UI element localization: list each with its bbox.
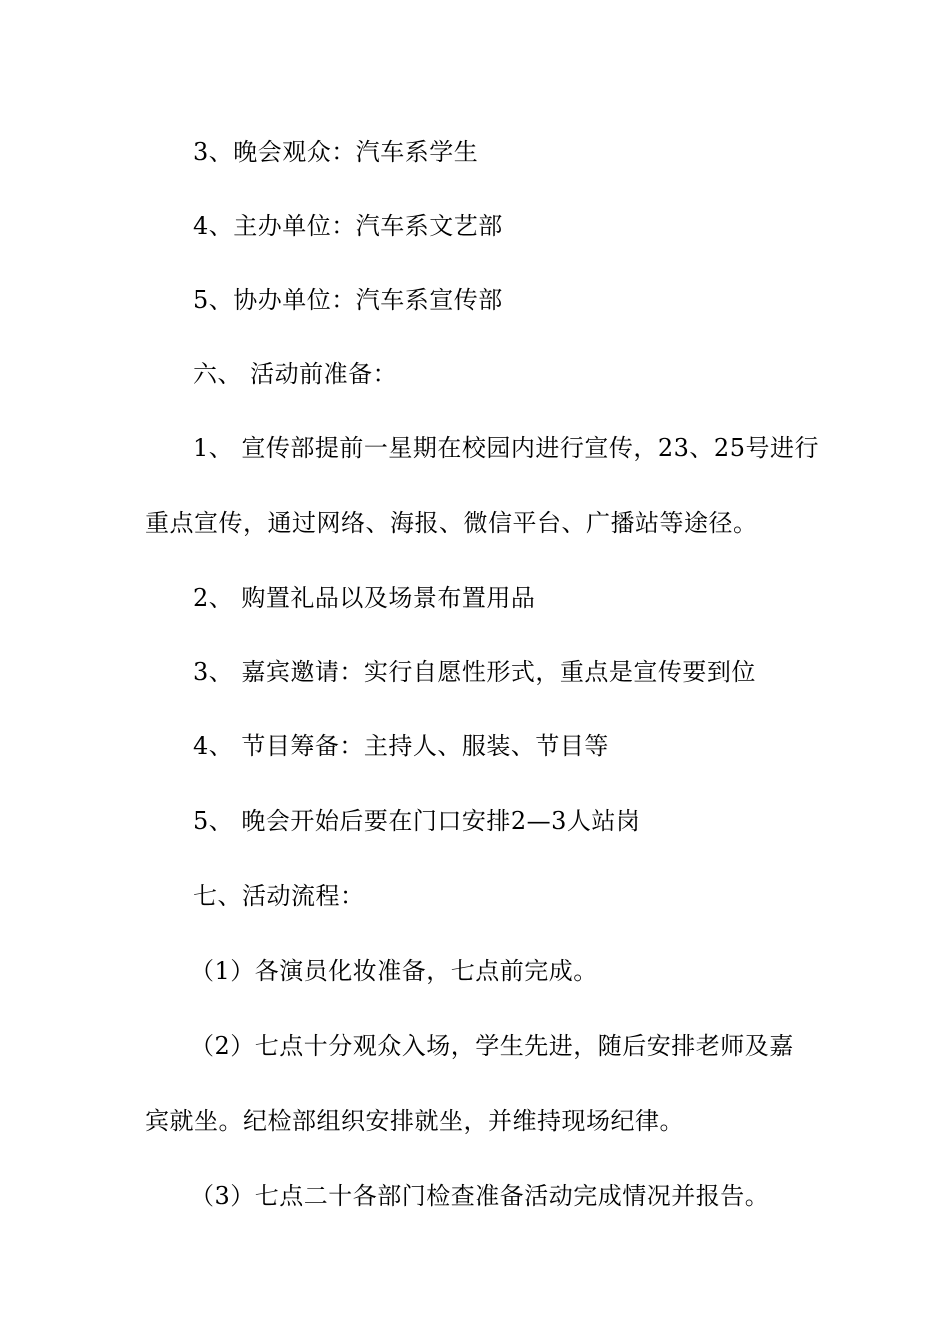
prep-item-2: 2、 购置礼品以及场景布置用品 <box>193 584 536 612</box>
organizer-line: 4、主办单位：汽车系文艺部 <box>193 212 503 240</box>
process-step-2-continued: 宾就坐。纪检部组织安排就坐，并维持现场纪律。 <box>145 1107 684 1135</box>
process-step-3: （3）七点二十各部门检查准备活动完成情况并报告。 <box>190 1182 770 1210</box>
co-organizer-line: 5、协办单位：汽车系宣传部 <box>193 286 503 314</box>
prep-item-4: 4、 节目筹备：主持人、服装、节目等 <box>193 732 609 760</box>
audience-line: 3、晚会观众：汽车系学生 <box>193 138 479 166</box>
section-heading-preparation: 六、 活动前准备： <box>193 360 398 388</box>
process-step-1: （1）各演员化妆准备，七点前完成。 <box>190 957 598 985</box>
prep-item-1: 1、 宣传部提前一星期在校园内进行宣传，23、25号进行 <box>193 434 819 462</box>
prep-item-3: 3、 嘉宾邀请：实行自愿性形式，重点是宣传要到位 <box>193 658 756 686</box>
prep-item-5: 5、 晚会开始后要在门口安排2—3人站岗 <box>193 807 641 835</box>
process-step-2: （2）七点十分观众入场，学生先进，随后安排老师及嘉 <box>190 1032 794 1060</box>
section-heading-process: 七、活动流程： <box>193 882 365 910</box>
prep-item-1-continued: 重点宣传，通过网络、海报、微信平台、广播站等途径。 <box>145 509 758 537</box>
